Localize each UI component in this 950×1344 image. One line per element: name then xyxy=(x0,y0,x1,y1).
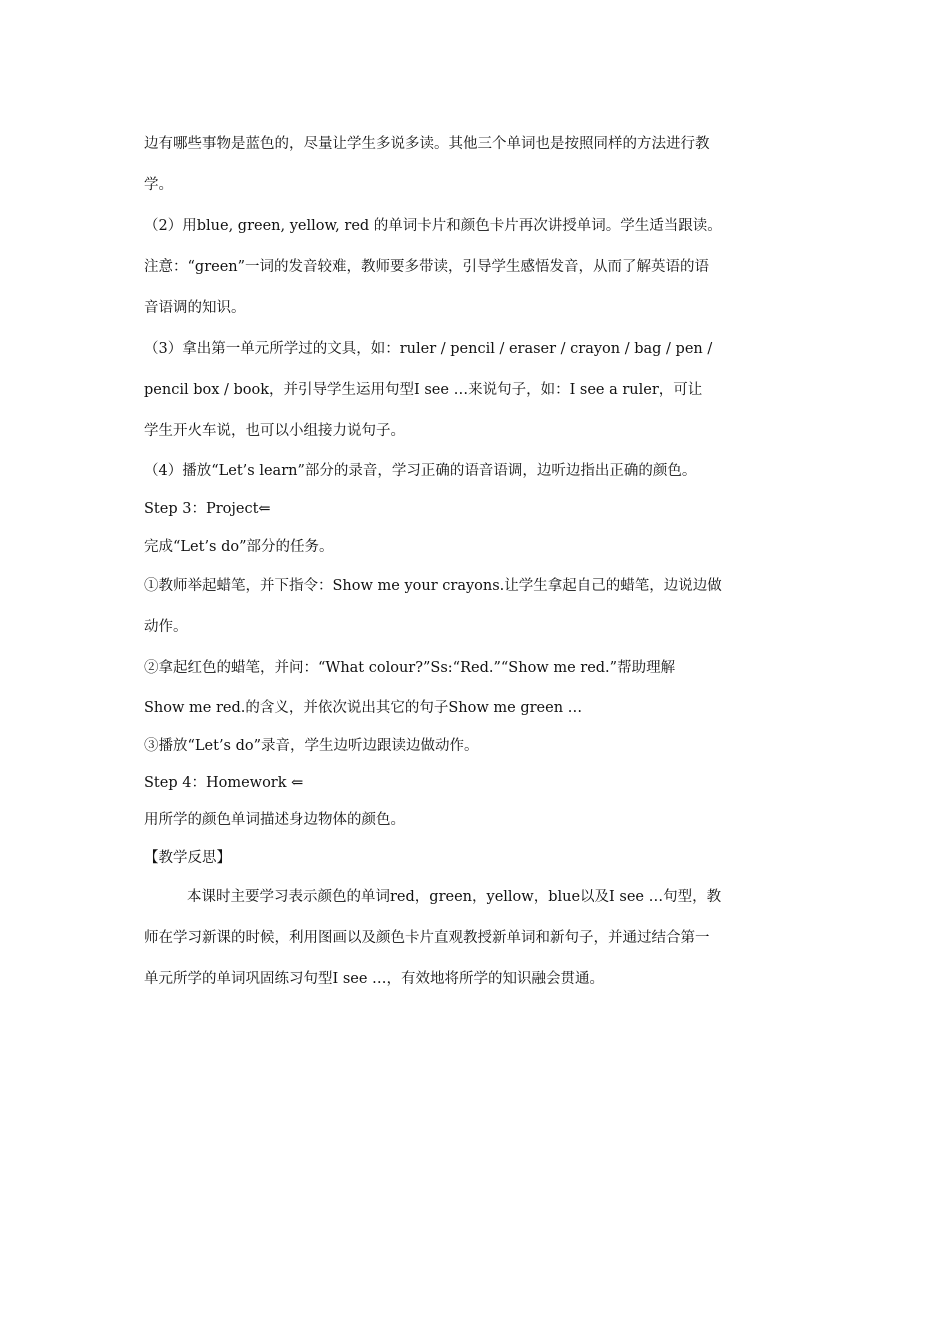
paragraph-line: ③播放“Let’s do”录音，学生边听边跟读边做动作。 xyxy=(144,738,479,754)
paragraph-line: 音语调的知识。 xyxy=(144,300,246,316)
paragraph-line: 注意：“green”一词的发音较难，教师要多带读，引导学生感悟发音，从而了解英语的语 xyxy=(144,259,710,275)
paragraph-line: 边有哪些事物是蓝色的，尽量让学生多说多读。其他三个单词也是按照同样的方法进行教 xyxy=(144,136,710,152)
paragraph-line: pencil box / book，并引导学生运用句型I see …来说句子，如：I see a ruler，可让 xyxy=(144,382,703,398)
document-body xyxy=(144,124,814,1000)
paragraph-line: （2）用blue, green, yellow, red 的单词卡片和颜色卡片再次讲授单词。学生适当跟读。 xyxy=(144,218,722,234)
step-heading: Step 4：Homework ⇐ xyxy=(144,775,304,791)
step-heading: Step 3：Project⇐ xyxy=(144,501,271,517)
paragraph-line: 学。 xyxy=(144,177,173,193)
paragraph-line: 动作。 xyxy=(144,619,188,635)
paragraph-line: 用所学的颜色单词描述身边物体的颜色。 xyxy=(144,812,405,828)
paragraph-line: Show me red.的含义，并依次说出其它的句子Show me green … xyxy=(144,700,583,716)
paragraph-line: 完成“Let’s do”部分的任务。 xyxy=(144,539,334,555)
paragraph-line: ②拿起红色的蜡笔，并问：“What colour?”Ss:“Red.”“Show me red.”帮助理解 xyxy=(144,660,676,676)
paragraph-line: （4）播放“Let’s learn”部分的录音，学习正确的语音语调，边听边指出正确的颜色。 xyxy=(144,463,697,479)
paragraph-line: ①教师举起蜡笔，并下指令：Show me your crayons.让学生拿起自己的蜡笔，边说边做 xyxy=(144,578,722,594)
paragraph-line: 师在学习新课的时候，利用图画以及颜色卡片直观教授新单词和新句子，并通过结合第一 xyxy=(144,930,710,946)
paragraph-line: 学生开火车说，也可以小组接力说句子。 xyxy=(144,423,405,439)
paragraph-line: 单元所学的单词巩固练习句型I see …，有效地将所学的知识融会贯通。 xyxy=(144,971,605,987)
paragraph-line: 本课时主要学习表示颜色的单词red，green，yellow，blue以及I see …句型，教 xyxy=(187,889,722,905)
paragraph-line: （3）拿出第一单元所学过的文具，如：ruler / pencil / eraser / crayon / bag / pen / xyxy=(144,341,713,357)
section-heading: 【教学反思】 xyxy=(144,850,231,866)
